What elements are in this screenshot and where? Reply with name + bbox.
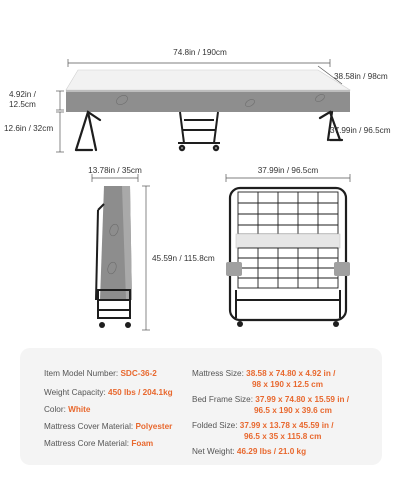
spec-folded-size-line1: 37.99 x 13.78 x 45.59 in / [239,421,334,430]
bed-height-label: 12.6in / 32cm [4,124,54,133]
spec-color-value: White [68,405,91,414]
spec-model-label: Item Model Number: [44,369,119,378]
spec-mattress-size [192,369,382,390]
spec-core-material-value: Foam [131,439,154,448]
spec-mattress-size-line2: 98 x 190 x 12.5 cm [252,379,324,389]
folded-width-label: 37.99in / 96.5cm [257,166,319,175]
thickness-dimension-line [56,91,64,110]
length-dimension-line [68,59,330,67]
folded-depth-label: 13.78in / 35cm [88,166,142,175]
spec-cover-material-value: Polyester [135,422,173,431]
frame-width-label: 37.99in / 96.5cm [330,126,391,135]
spec-color [44,405,90,416]
spec-bed-frame-size [192,395,382,416]
spec-net-weight [192,447,382,458]
spec-color-label: Color: [44,405,66,414]
folded-depth-dimension-line [92,174,138,182]
spec-core-material-label: Mattress Core Material: [44,439,130,448]
specifications-panel [20,348,382,465]
spec-bed-frame-size-label: Bed Frame Size: [192,395,253,404]
spec-net-weight-value: 46.29 lbs / 21.0 kg [236,447,307,456]
thickness-label-cm: 12.5cm [9,100,36,109]
spec-folded-size [192,421,382,442]
spec-weight-capacity-label: Weight Capacity: [44,388,106,397]
spec-bed-frame-size-line2: 96.5 x 190 x 39.6 cm [254,405,332,415]
folded-height-dimension-line [142,186,150,330]
folded-bed-front [226,188,350,327]
thickness-label-in: 4.92in / [9,90,36,99]
spec-mattress-size-label: Mattress Size: [192,369,244,378]
spec-weight-capacity-value: 450 lbs / 204.1kg [108,388,173,397]
spec-bed-frame-size-line1: 37.99 x 74.80 x 15.59 in / [255,395,350,404]
length-label: 74.8in / 190cm [173,48,227,57]
spec-model-value: SDC-36-2 [120,369,157,378]
spec-mattress-size-line1: 38.58 x 74.80 x 4.92 in / [246,369,336,378]
spec-folded-size-line2: 96.5 x 35 x 115.8 cm [244,431,322,441]
spec-cover-material [44,422,172,433]
spec-weight-capacity [44,388,173,399]
spec-net-weight-label: Net Weight: [192,447,235,456]
spec-core-material [44,439,153,450]
spec-cover-material-label: Mattress Cover Material: [44,422,134,431]
spec-folded-size-label: Folded Size: [192,421,238,430]
bed-height-dimension-line [56,112,64,152]
spec-model-number [44,369,157,380]
folded-bed-side [96,186,132,328]
folded-height-label: 45.59n / 115.8cm [152,254,215,263]
unfolded-bed [66,70,350,151]
width-label: 38.58in / 98cm [334,72,388,81]
folded-width-dimension-line [226,174,350,182]
